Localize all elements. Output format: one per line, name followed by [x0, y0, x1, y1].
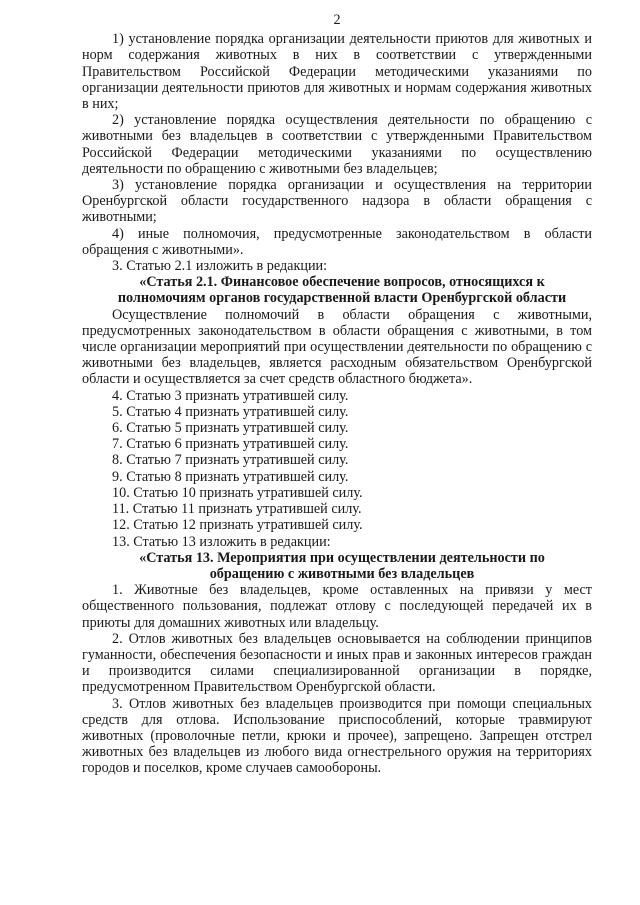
- amendment-5: 5. Статью 4 признать утратившей силу.: [112, 403, 349, 420]
- paragraph-item-1: 1) установление порядка организации деятельности приютов для животных и норм содержания животных в них в соответствии с утвержденными Правительством Российской Федерации методическими указаниями по организации деятельности приютов для животных и нормам содержания животных в них;: [82, 31, 592, 113]
- article-2-1-body: Осуществление полномочий в области обращения с животными, предусмотренных законодательством в области обращения с животными, в том числе организации мероприятий при осуществлении деятельности по обращению с животными без владельцев, является расходным обязательством Оренбургской области и осуществляется за счет средств областного бюджета».: [82, 306, 592, 388]
- paragraph-item-4: 4) иные полномочия, предусмотренные законодательством в области обращения с животными».: [82, 225, 592, 258]
- page-number: 2: [333, 12, 341, 28]
- amendment-13: 13. Статью 13 изложить в редакции:: [112, 533, 331, 550]
- amendment-11: 11. Статью 11 признать утратившей силу.: [112, 501, 362, 518]
- amendment-4: 4. Статью 3 признать утратившей силу.: [112, 387, 349, 404]
- amendment-6: 6. Статью 5 признать утратившей силу.: [112, 420, 349, 437]
- article-13-point-2: 2. Отлов животных без владельцев основывается на соблюдении принципов гуманности, обеспечения безопасности и иных прав и законных интересов граждан и производится силами специализированной организации в порядке, предусмотренном Правительством Оренбургской области.: [82, 630, 592, 696]
- article-13-point-1: 1. Животные без владельцев, кроме оставленных на привязи у мест общественного пользования, подлежат отлову с последующей передачей их в приюты для домашних животных или владельцу.: [82, 582, 592, 631]
- paragraph-item-2: 2) установление порядка осуществления деятельности по обращению с животными без владельцев в соответствии с утвержденными Правительством Российской Федерации методическими указаниями по осуществлению деятельности по обращению с животными без владельцев;: [82, 112, 592, 177]
- amendment-8: 8. Статью 7 признать утратившей силу.: [112, 452, 349, 469]
- amendment-12: 12. Статью 12 признать утратившей силу.: [112, 517, 363, 534]
- amendment-3: 3. Статью 2.1 изложить в редакции:: [112, 258, 328, 275]
- article-13-point-3: 3. Отлов животных без владельцев производится при помощи специальных средств для отлова. Использование приспособлений, которые травмируют животных (проволочные петли, крюки и прочее), запрещено. Запрещен отстрел животных без владельцев из любого вида огнестрельного оружия на территориях городов и поселков, кроме случаев самообороны.: [82, 695, 592, 777]
- paragraph-item-3: 3) установление порядка организации и осуществления на территории Оренбургской области государственного надзора в области обращения с животными;: [82, 177, 592, 226]
- article-2-1-heading: «Статья 2.1. Финансовое обеспечение вопросов, относящихся к полномочиям органов государственной власти Оренбургской области: [117, 274, 567, 307]
- article-13-heading: «Статья 13. Мероприятия при осуществлении деятельности по обращению с животными без владельцев: [139, 549, 545, 582]
- amendment-7: 7. Статью 6 признать утратившей силу.: [112, 436, 349, 453]
- amendment-10: 10. Статью 10 признать утратившей силу.: [112, 484, 363, 501]
- amendment-9: 9. Статью 8 признать утратившей силу.: [112, 468, 349, 485]
